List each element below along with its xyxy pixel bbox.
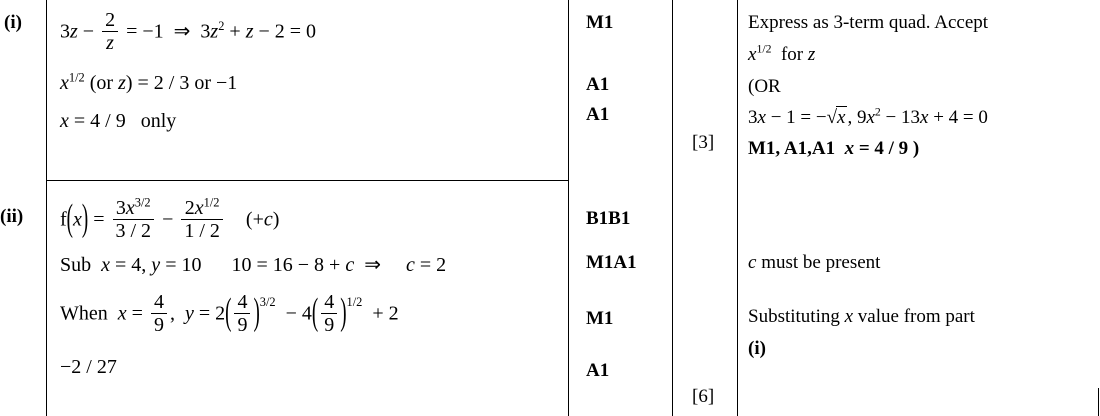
row-divider <box>46 180 569 181</box>
part-label-ii: (ii) <box>0 206 24 227</box>
note-ii-2: Substituting x value from part <box>748 306 975 327</box>
note-i-3: (OR <box>748 76 781 97</box>
working-line-ii-3: When x = $\frac{4}{9}$ , y = 2( $\frac{4}{9}$ )3/2 − 4( $\frac{4}{9}$ )1/2 + 2 <box>60 291 399 337</box>
column-rule-total <box>737 0 738 416</box>
note-i-4: 3x − 1 = −√x , $9x^2 - 13x + 4 = 0$ <box>748 105 988 128</box>
column-rule-working <box>568 0 569 416</box>
part-label-i: (i) <box>4 12 22 33</box>
working-line-ii-2: Sub x = 4, y = 10 10 = 16 − 8 + c ⇒ c = 2 <box>60 254 447 276</box>
note-i-2: $x^{1/2}$ for z <box>748 42 816 65</box>
working-line-i-1: 3z − $\frac{2}{z}$ = −1 ⇒ $3z^2 + z - 2 = 0$ <box>60 9 317 55</box>
total-i: [3] <box>692 132 715 153</box>
column-rule-marks <box>672 0 673 416</box>
column-rule-part <box>46 0 47 416</box>
working-line-ii-1: f(x) = $\frac{3x^{3/2}}{3 / 2}$ − $\frac{2x^{1/2}}{1 / 2}$ (+c) <box>60 195 280 243</box>
mark-ii-1: B1B1 <box>586 208 631 229</box>
working-line-i-2: $x^{1/2}$ (or z) = 2 / 3 or −1 <box>60 70 238 94</box>
mark-ii-2: M1A1 <box>586 252 637 273</box>
mark-i-1: M1 <box>586 12 614 33</box>
note-ii-3: (i) <box>748 338 766 359</box>
note-i-1: Express as 3-term quad. Accept <box>748 12 989 33</box>
working-line-ii-4: −2 / 27 <box>60 356 117 378</box>
column-rule-right-edge <box>1098 388 1099 416</box>
mark-i-2: A1 <box>586 74 610 95</box>
mark-ii-3: M1 <box>586 308 614 329</box>
note-i-5: M1, A1,A1 x = 4 / 9 ) <box>748 138 920 159</box>
mark-ii-4: A1 <box>586 360 610 381</box>
note-ii-1: c must be present <box>748 252 881 273</box>
total-ii: [6] <box>692 386 715 407</box>
working-line-i-3: x = 4 / 9 only <box>60 110 177 132</box>
mark-i-3: A1 <box>586 104 610 125</box>
